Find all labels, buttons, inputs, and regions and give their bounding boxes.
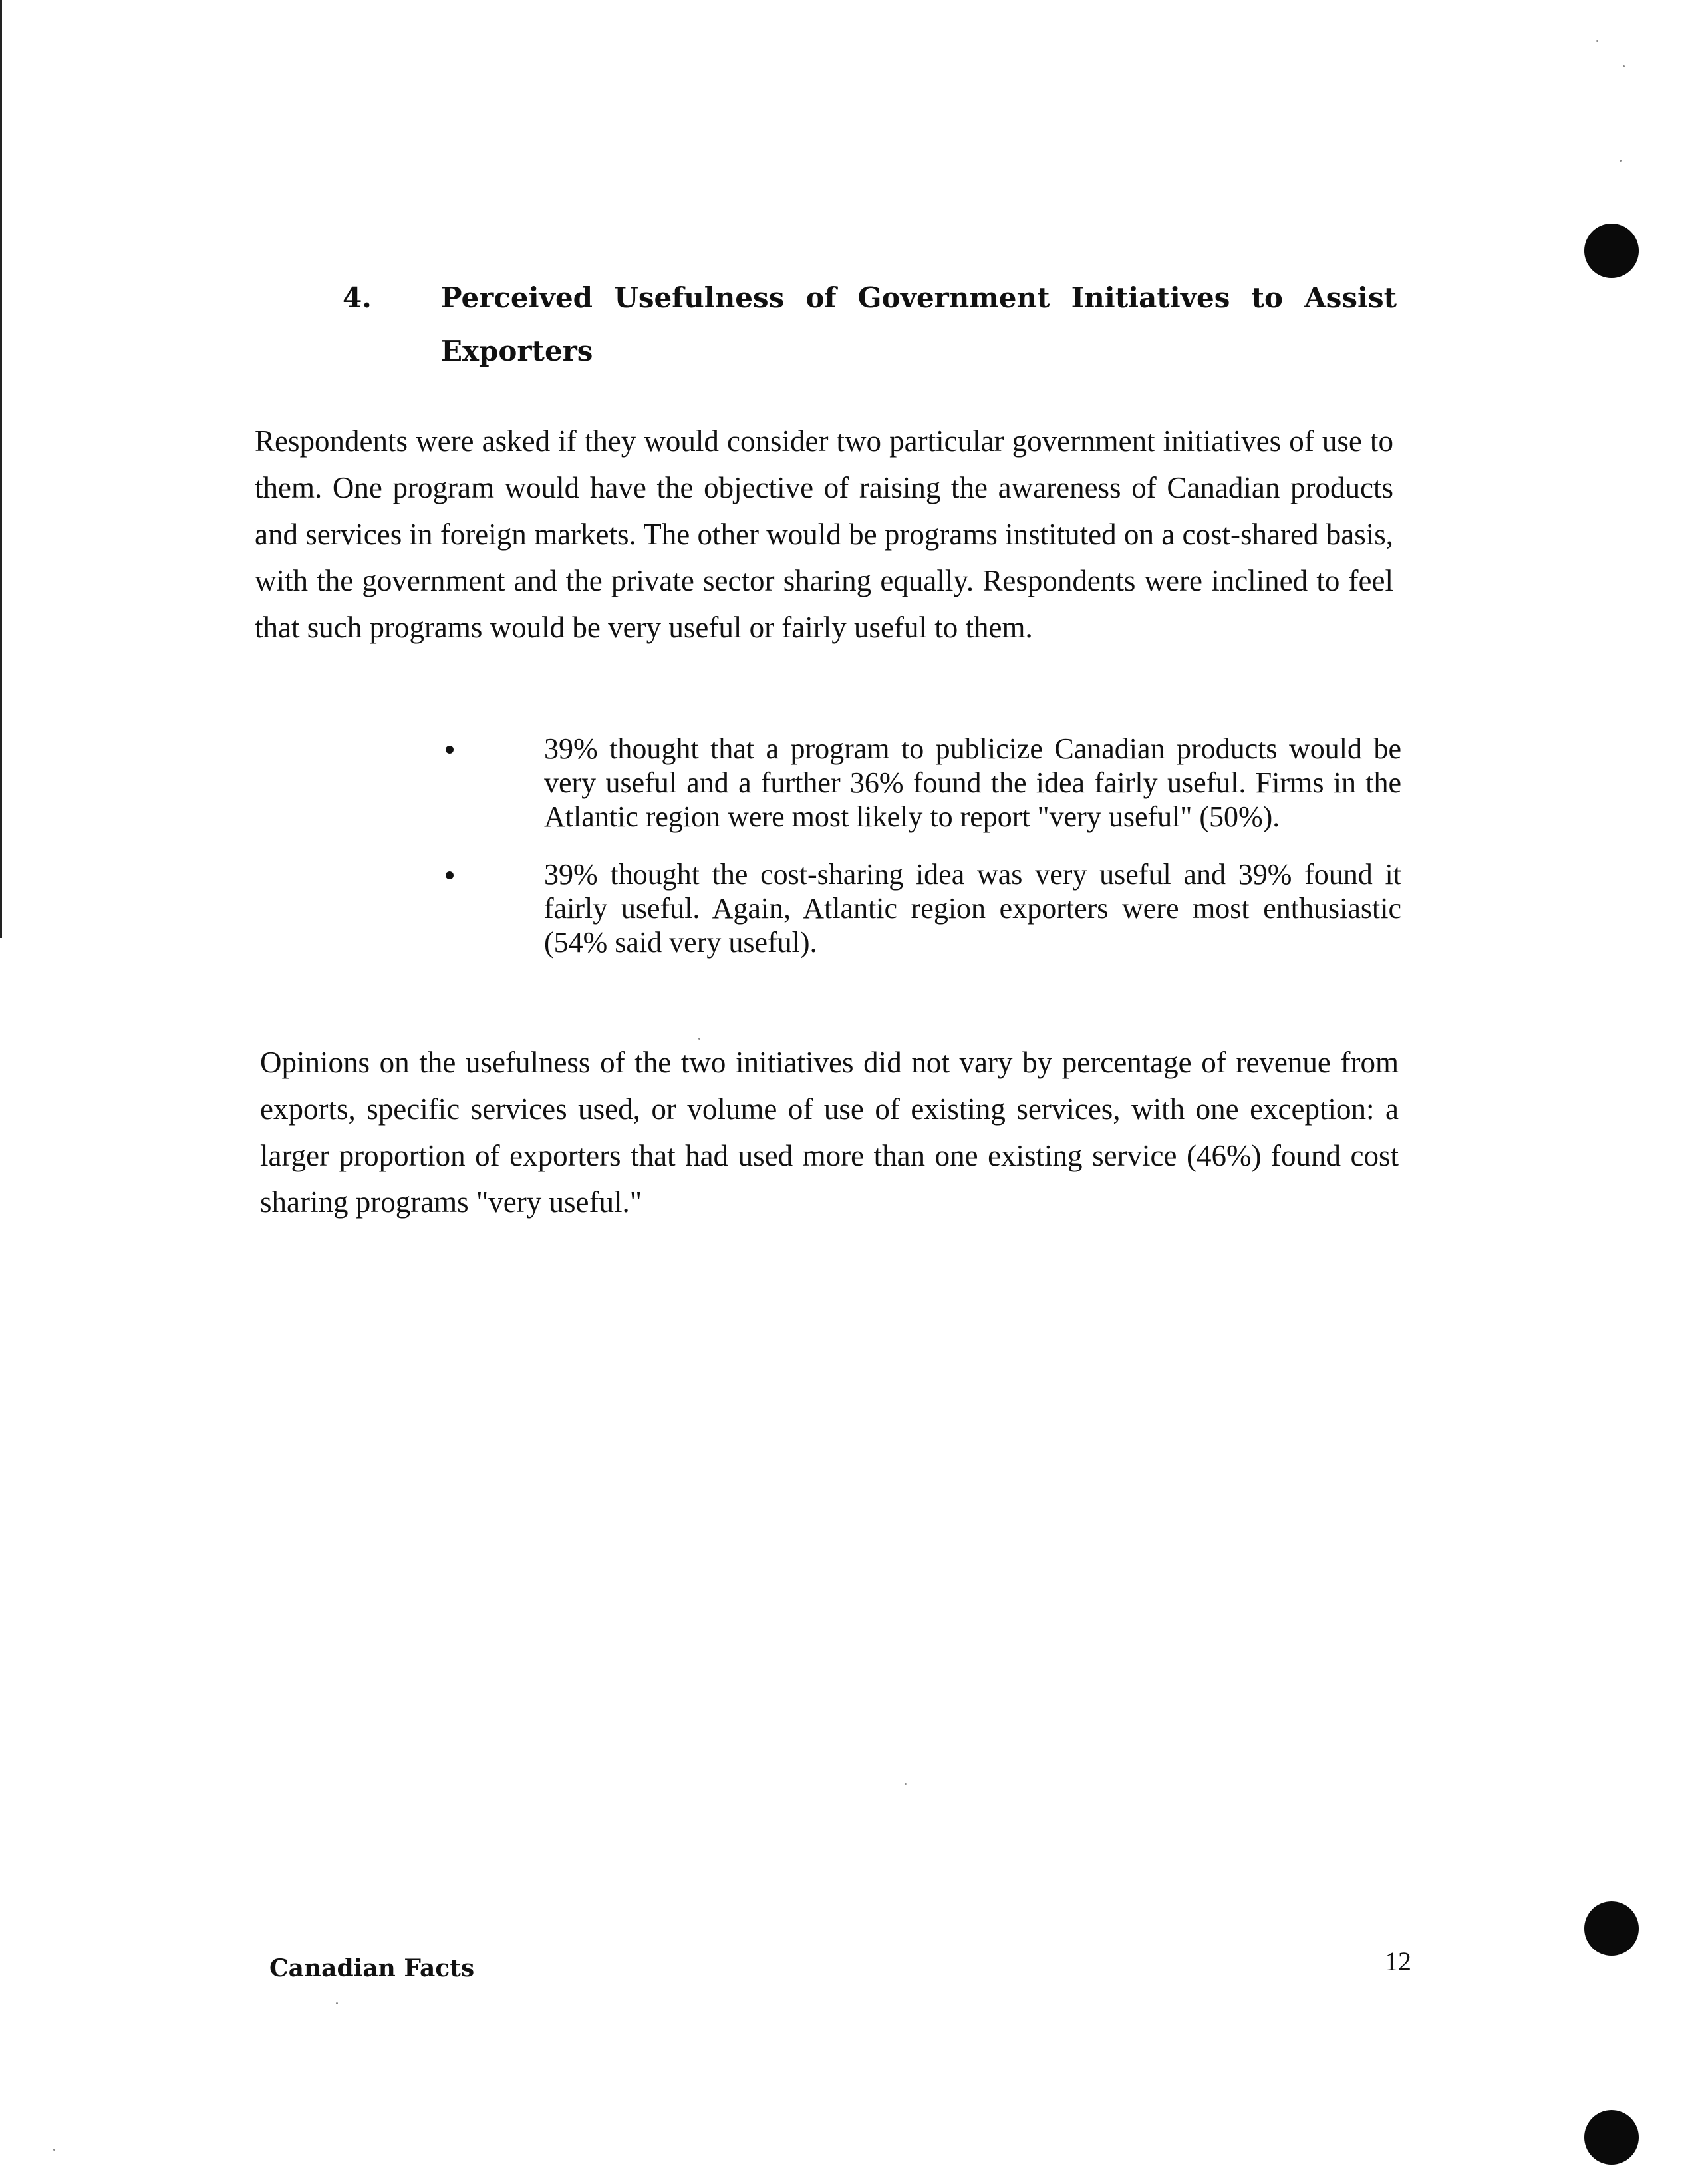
list-item — [436, 858, 1401, 959]
scan-speck — [1620, 160, 1622, 162]
page-number: 12 — [1385, 1947, 1411, 1976]
section-title: Perceived Usefulness of Government Initiatives to Assist Exporters — [441, 281, 1397, 367]
punch-hole-middle — [1584, 1901, 1639, 1956]
scan-speck — [905, 1783, 907, 1785]
list-item-text: 39% thought the cost-sharing idea was very useful and 39% found it fairly useful. Again, Atlantic region exporters were most enthusiastic (54% said very useful). — [544, 858, 1401, 959]
section-number: 4. — [343, 281, 372, 314]
intro-paragraph: Respondents were asked if they would consider two particular government initiatives of use to them. One program would have the objective of raising the awareness of Canadian products and services in foreign markets. The other would be programs instituted on a cost-shared basis, with the government and the private sector sharing equally. Respondents were inclined to feel that such programs would be very useful or fairly useful to them. — [255, 424, 1393, 644]
scan-speck — [1623, 65, 1625, 67]
punch-hole-bottom — [1584, 2110, 1639, 2165]
bullet-icon — [446, 746, 454, 754]
scan-speck — [336, 2002, 338, 2004]
findings-list — [436, 732, 1401, 983]
scan-speck — [698, 1038, 700, 1040]
scan-speck — [53, 2149, 55, 2151]
punch-hole-top — [1584, 224, 1639, 278]
footer-organization: Canadian Facts — [269, 1954, 475, 1982]
list-item — [436, 732, 1401, 834]
bullet-icon — [446, 871, 454, 879]
scan-speck — [1596, 40, 1598, 42]
closing-paragraph: Opinions on the usefulness of the two initiatives did not vary by percentage of revenue from exports, specific services used, or volume of use of existing services, with one exception: a larger proportion of exporters that had used more than one existing service (46%) found cost sharing programs "very useful." — [260, 1046, 1399, 1219]
binding-edge-rule — [0, 0, 2, 938]
list-item-text: 39% thought that a program to publicize Canadian products would be very useful and a further 36% found the idea fairly useful. Firms in the Atlantic region were most likely to report "very useful" (50%). — [544, 732, 1401, 833]
